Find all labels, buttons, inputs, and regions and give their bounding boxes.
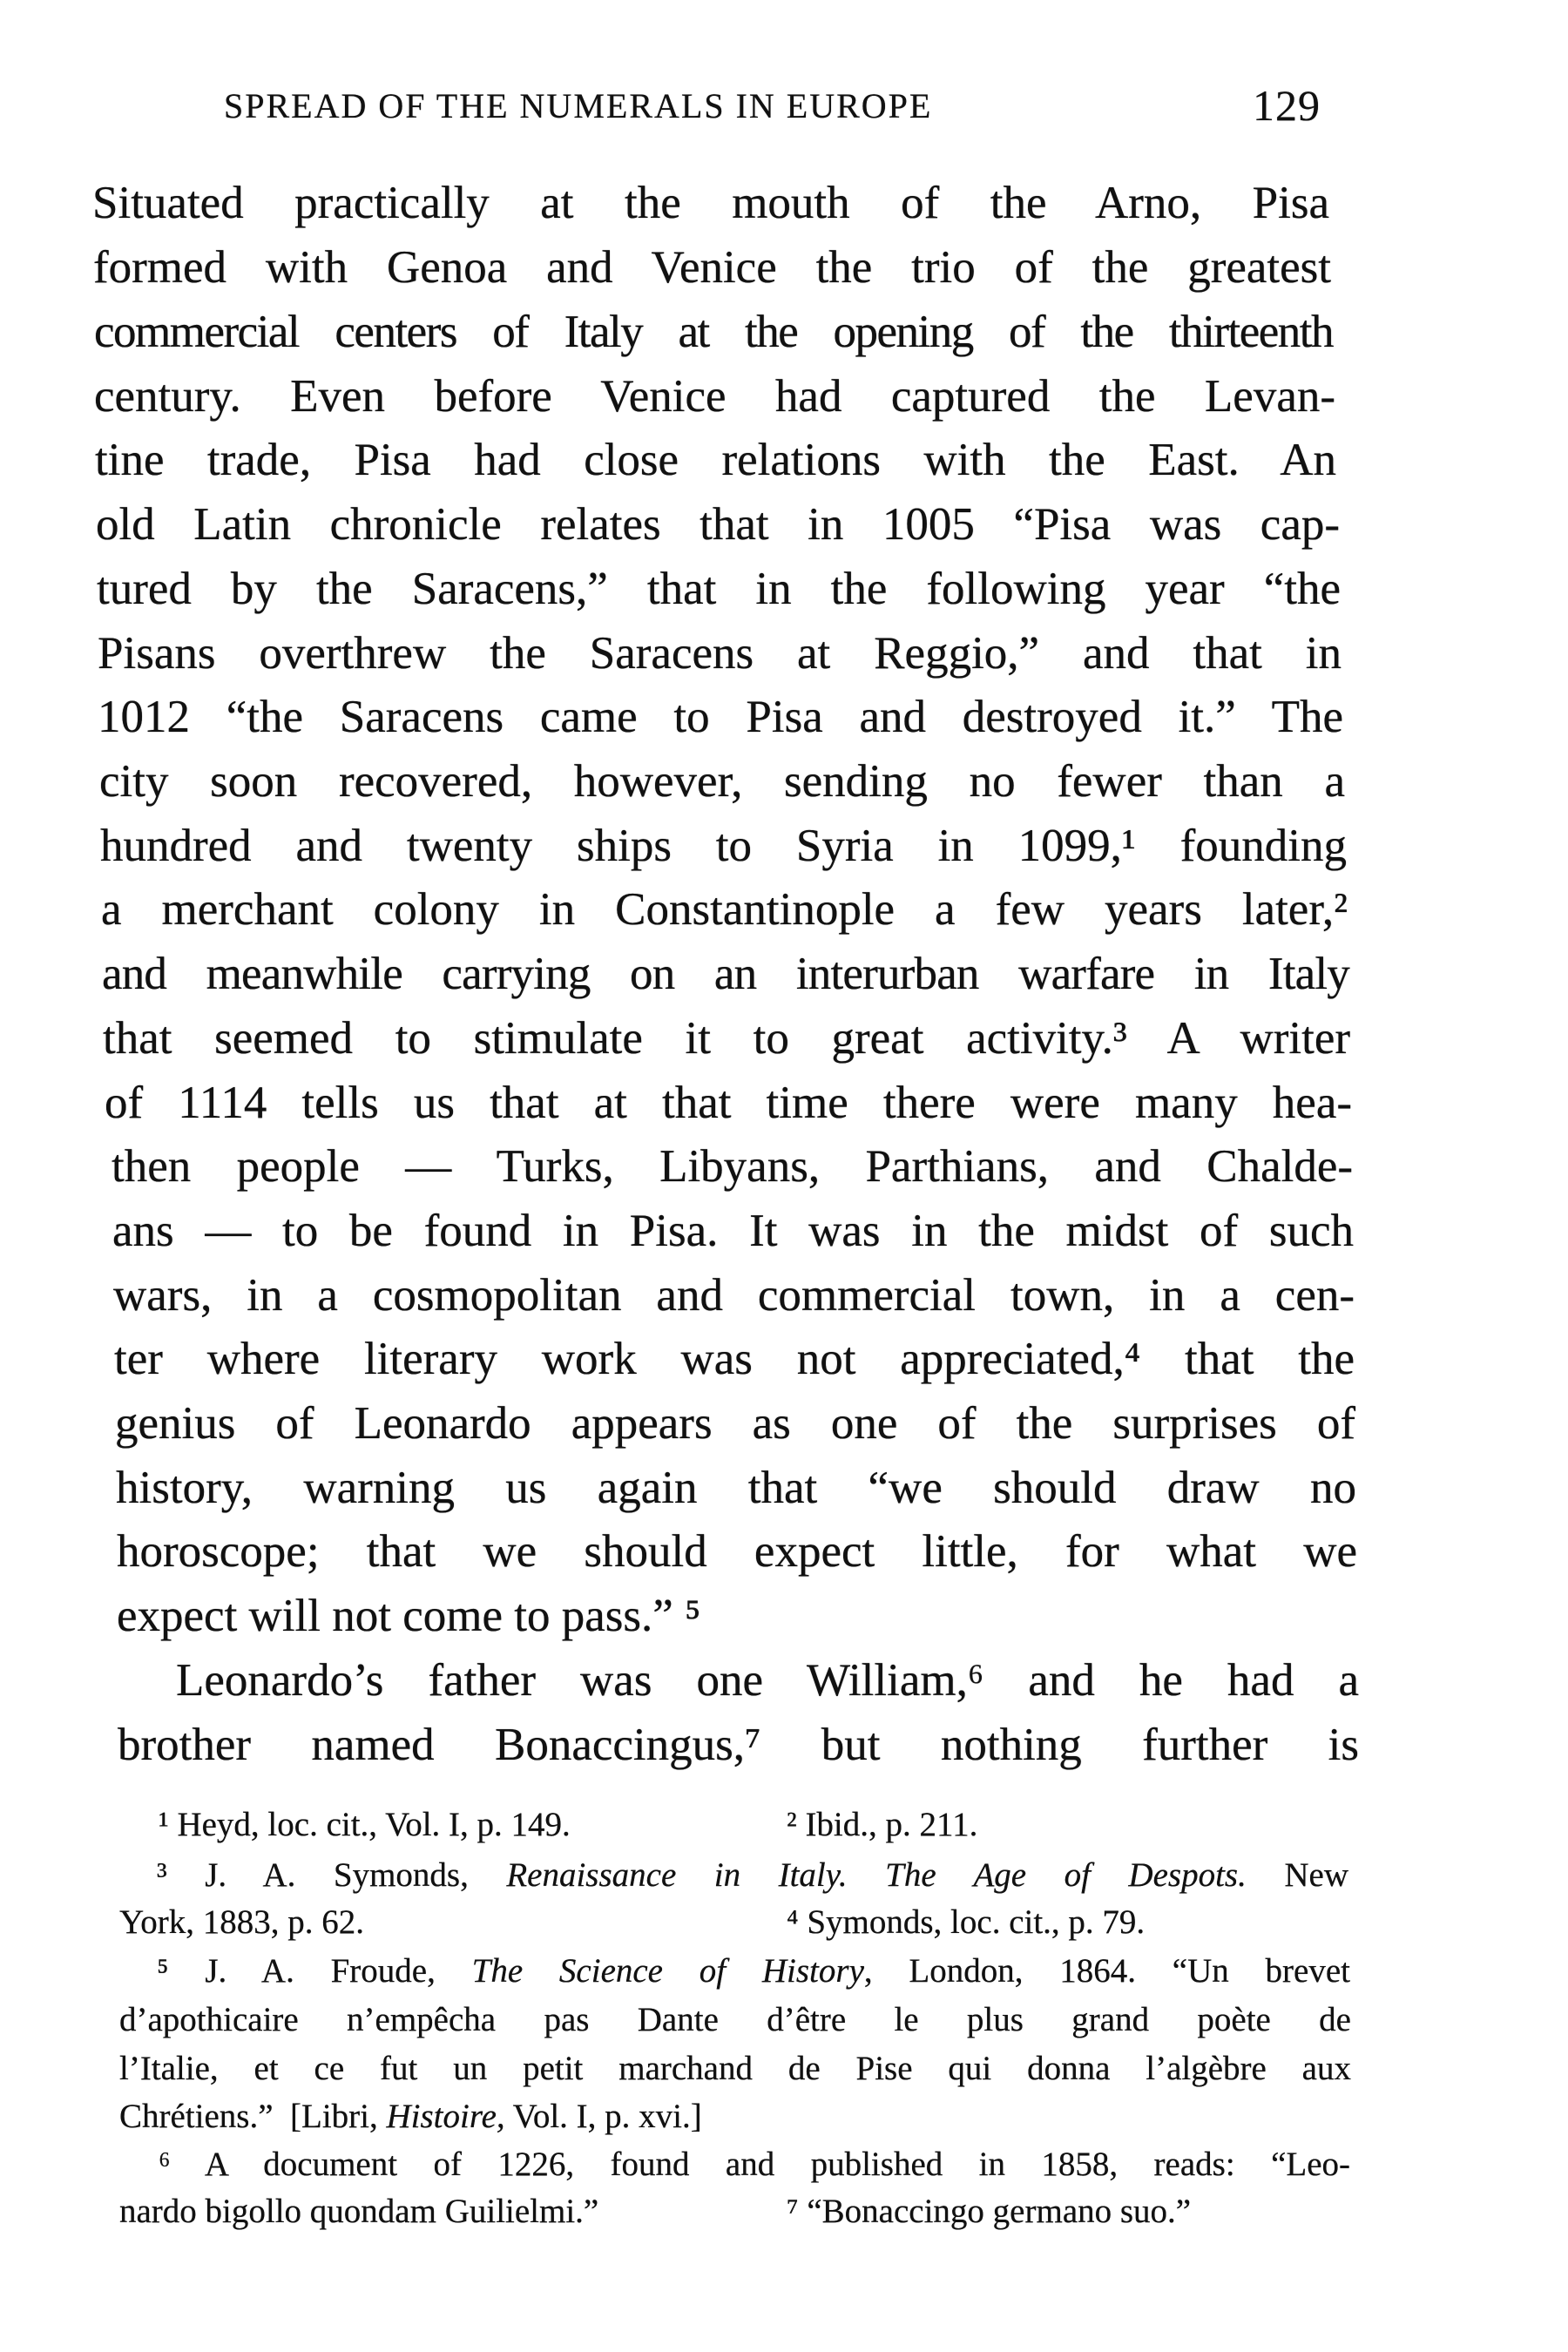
body-line: that seemed to stimulate it to great activity.³ A writer <box>103 1013 1350 1064</box>
body-line: century. Even before Venice had captured the Levan- <box>94 371 1335 422</box>
footnote-text: Chrétiens.” [Libri, <box>119 2098 387 2135</box>
body-line: history, warning us again that “we should draw no <box>116 1463 1356 1513</box>
footnote-5 <box>157 1950 1350 1993</box>
footnote-5-cont: l’Italie, et ce fut un petit marchand de Pise qui donna l’algèbre aux <box>119 2050 1351 2087</box>
body-line: ter where literary work was not appreciated,⁴ that the <box>114 1334 1355 1384</box>
body-line: tured by the Saracens,” that in the following year “the <box>97 564 1341 614</box>
footnote-text: ⁵ J. A. Froude, <box>157 1952 472 1990</box>
body-line: and meanwhile carrying on an interurban warfare in Italy <box>102 949 1349 999</box>
footnote-2: ² Ibid., p. 211. <box>787 1806 978 1843</box>
footnote-3-cont: York, 1883, p. 62. <box>119 1903 364 1941</box>
footnote-4: ⁴ Symonds, loc. cit., p. 79. <box>787 1903 1146 1941</box>
body-line: old Latin chronicle relates that in 1005 “Pisa was cap- <box>96 499 1340 550</box>
body-line: 1012 “the Saracens came to Pisa and destroyed it.” The <box>98 692 1343 742</box>
body-line: genius of Leonardo appears as one of the surprises of <box>115 1398 1355 1449</box>
body-line: formed with Genoa and Venice the trio of the greatest <box>93 242 1331 293</box>
footnote-text: , London, 1864. “Un brevet <box>863 1952 1350 1990</box>
body-line: Pisans overthrew the Saracens at Reggio,” and that in <box>98 628 1342 679</box>
book-title: Renaissance in Italy. <box>506 1856 848 1894</box>
footnote-7: ⁷ “Bonaccingo germano suo.” <box>787 2193 1192 2230</box>
book-title: The Age of Despots. <box>885 1856 1247 1894</box>
body-line: Leonardo’s father was one William,⁶ and he had a <box>176 1655 1359 1706</box>
body-line: city soon recovered, however, sending no fewer than a <box>99 756 1345 807</box>
book-title: Histoire, <box>386 2098 505 2135</box>
body-line: expect will not come to pass.” ⁵ <box>117 1591 701 1641</box>
body-line: horoscope; that we should expect little, for what we <box>117 1526 1357 1577</box>
footnote-5-cont <box>119 2095 702 2139</box>
running-title: SPREAD OF THE NUMERALS IN EUROPE <box>224 86 933 125</box>
body-line: hundred and twenty ships to Syria in 1099,¹ founding <box>100 821 1347 871</box>
footnote-3 <box>157 1854 1348 1897</box>
page-number: 129 <box>1253 81 1321 130</box>
body-line: then people — Turks, Libyans, Parthians, and Chalde- <box>112 1141 1353 1192</box>
footnote-5-cont: d’apothicaire n’empêcha pas Dante d’être le plus grand poète de <box>119 2001 1351 2038</box>
body-line: ans — to be found in Pisa. It was in the midst of such <box>112 1206 1354 1256</box>
body-line: of 1114 tells us that at that time there were many hea- <box>105 1078 1352 1128</box>
body-line: brother named Bonaccingus,⁷ but nothing further is <box>118 1720 1359 1770</box>
footnote-6-cont: nardo bigollo quondam Guilielmi.” <box>119 2193 599 2230</box>
footnote-text: Vol. I, p. xvi.] <box>504 2098 702 2135</box>
footnote-text: New <box>1246 1856 1348 1894</box>
footnote-text: ³ J. A. Symonds, <box>157 1856 507 1894</box>
book-title: The Science of History <box>471 1952 864 1990</box>
body-line: commercial centers of Italy at the opening of the thirteenth <box>94 307 1333 357</box>
body-line: Situated practically at the mouth of the Arno, Pisa <box>92 178 1329 228</box>
body-line: wars, in a cosmopolitan and commercial town, in a cen- <box>113 1270 1355 1321</box>
footnote-1: ¹ Heyd, loc. cit., Vol. I, p. 149. <box>159 1806 571 1843</box>
body-line: tine trade, Pisa had close relations with the East. An <box>95 435 1336 485</box>
footnote-6: ⁶ A document of 1226, found and published in 1858, reads: “Leo- <box>159 2146 1350 2183</box>
body-line: a merchant colony in Constantinople a few years later,² <box>101 884 1348 935</box>
